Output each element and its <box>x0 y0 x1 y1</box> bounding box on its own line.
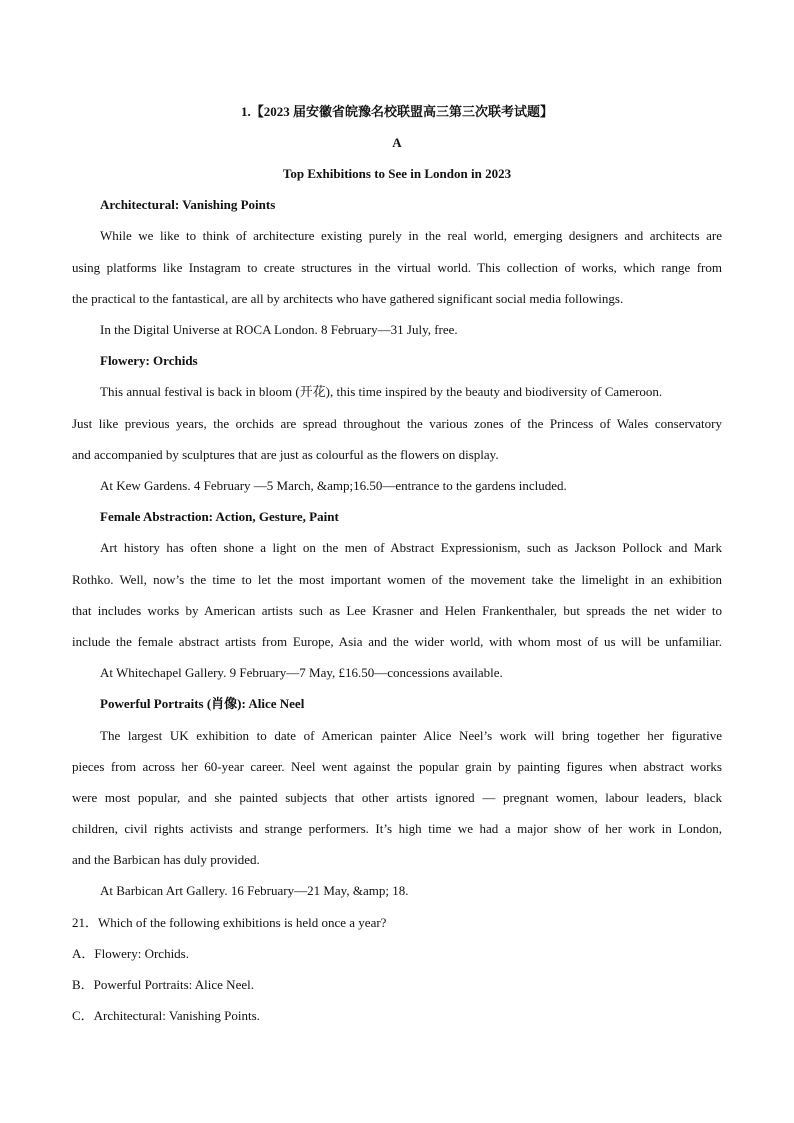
paragraph-line: Just like previous years, the orchids are spread throughout the various zones of the Princess of Wales conservatory <box>72 416 722 431</box>
paragraph-line: the practical to the fantastical, are all by architects who have gathered significant social media followings. <box>72 291 624 306</box>
paragraph-line: using platforms like Instagram to create structures in the virtual world. This collection of works, which range from <box>72 260 722 275</box>
exhibition-info: In the Digital Universe at ROCA London. 8 February—31 July, free. <box>100 322 458 337</box>
paragraph-line: include the female abstract artists from Europe, Asia and the wider world, with whom most of us will be unfamiliar. <box>72 634 722 649</box>
paragraph-line: pieces from across her 60-year career. Neel went against the popular grain by painting figures when abstract works <box>72 759 722 774</box>
paragraph-line: and accompanied by sculptures that are just as colourful as the flowers on display. <box>72 447 499 462</box>
source-heading: 1.【2023 届安徽省皖豫名校联盟高三第三次联考试题】 <box>240 104 553 119</box>
article-title: Top Exhibitions to See in London in 2023 <box>282 166 512 181</box>
paragraph-line: that includes works by American artists such as Lee Krasner and Helen Frankenthaler, but spreads the net wider to <box>72 603 722 618</box>
answer-option-a: A．Flowery: Orchids. <box>72 946 189 961</box>
answer-option-c: C．Architectural: Vanishing Points. <box>72 1008 260 1023</box>
paragraph-line: children, civil rights activists and strange performers. It’s high time we had a major show of her work in London, <box>72 821 722 836</box>
exhibition-info: At Whitechapel Gallery. 9 February—7 May, £16.50—concessions available. <box>100 665 503 680</box>
paragraph-line: were most popular, and she painted subjects that other artists ignored — pregnant women, labour leaders, black <box>72 790 722 805</box>
section-label: A <box>392 135 402 150</box>
answer-option-b: B．Powerful Portraits: Alice Neel. <box>72 977 254 992</box>
paragraph-line: Art history has often shone a light on the men of Abstract Expressionism, such as Jackson Pollock and Mark <box>100 540 722 555</box>
paragraph-line: The largest UK exhibition to date of American painter Alice Neel’s work will bring together her figurative <box>100 728 722 743</box>
exhibition-heading: Female Abstraction: Action, Gesture, Paint <box>100 509 339 524</box>
exhibition-heading: Architectural: Vanishing Points <box>100 197 276 212</box>
paragraph-line: and the Barbican has duly provided. <box>72 852 260 867</box>
question-stem: 21．Which of the following exhibitions is held once a year? <box>72 915 387 930</box>
exhibition-heading: Flowery: Orchids <box>100 353 198 368</box>
exhibition-info: At Barbican Art Gallery. 16 February—21 May, &amp; 18. <box>100 883 409 898</box>
paragraph-line: Rothko. Well, now’s the time to let the most important women of the movement take the limelight in an exhibition <box>72 572 722 587</box>
exhibition-info: At Kew Gardens. 4 February —5 March, &amp;16.50—entrance to the gardens included. <box>100 478 567 493</box>
paragraph-line: This annual festival is back in bloom (开花), this time inspired by the beauty and biodiversity of Cameroon. <box>100 384 663 399</box>
exhibition-heading: Powerful Portraits (肖像): Alice Neel <box>100 696 305 711</box>
paragraph-line: While we like to think of architecture existing purely in the real world, emerging designers and architects are <box>100 228 722 243</box>
